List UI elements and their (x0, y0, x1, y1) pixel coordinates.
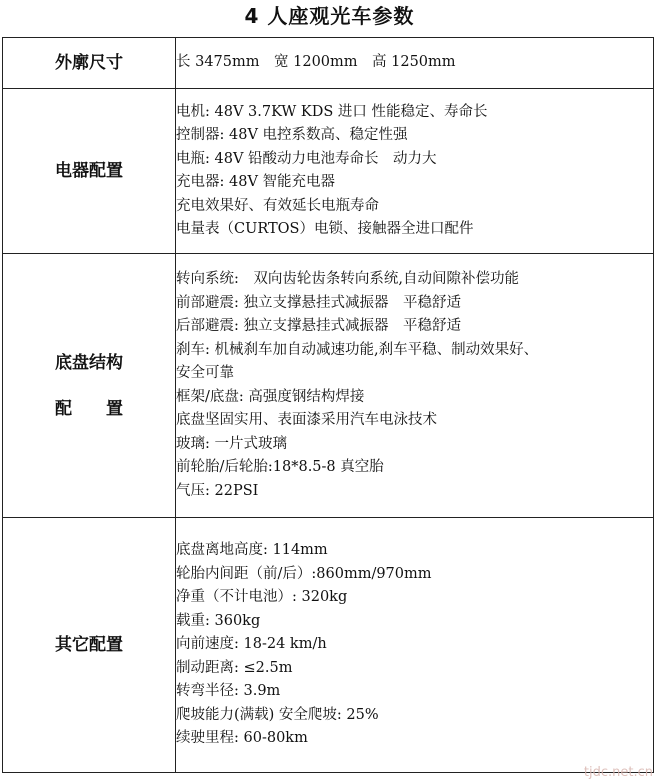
spec-line: 前轮胎/后轮胎:18*8.5-8 真空胎 (176, 459, 384, 475)
spec-line: 制动距离: ≤2.5m (176, 659, 293, 676)
spec-line: 轮胎内间距（前/后）:860mm/970mm (176, 565, 432, 582)
spec-table (2, 37, 654, 773)
row-label-other (3, 518, 176, 773)
row-label-text: 其它配置 (55, 635, 123, 655)
spec-line: 净重（不计电池）: 320kg (176, 589, 348, 606)
spec-line: 底盘离地高度: 114mm (176, 542, 328, 559)
spec-line: 电机: 48V 3.7KW KDS 进口 性能稳定、寿命长 (176, 103, 488, 120)
row-label-text: 底盘结构 (55, 352, 123, 373)
spec-line: 长 3475mm 宽 1200mm 高 1250mm (176, 54, 456, 71)
row-value-chassis (176, 254, 654, 518)
spec-line: 充电效果好、有效延长电瓶寿命 (176, 197, 379, 214)
spec-line: 气压: 22PSI (176, 482, 259, 499)
row-value-electrical (176, 89, 654, 254)
row-label-text: 配 置 (55, 398, 123, 419)
row-label-dimensions (3, 38, 176, 89)
spec-line: 底盘坚固实用、表面漆采用汽车电泳技术 (176, 412, 437, 428)
spec-line: 玻璃: 一片式玻璃 (176, 435, 287, 452)
spec-line: 刹车: 机械刹车加自动减速功能,刹车平稳、制动效果好、 (176, 341, 539, 358)
table-row-dimensions (3, 38, 654, 89)
row-value-other (176, 518, 654, 773)
spec-line: 控制器: 48V 电控系数高、稳定性强 (176, 127, 408, 143)
row-label-text: 电器配置 (55, 161, 123, 181)
spec-line: 爬坡能力(满载) 安全爬坡: 25% (176, 706, 379, 723)
spec-line: 安全可靠 (176, 365, 234, 381)
spec-line: 转向系统: 双向齿轮齿条转向系统,自动间隙补偿功能 (176, 271, 519, 287)
spec-line: 电量表（CURTOS）电锁、接触器全进口配件 (176, 221, 474, 237)
spec-line: 转弯半径: 3.9m (176, 683, 281, 700)
page-title: 4 人座观光车参数 (244, 4, 415, 28)
spec-line: 载重: 360kg (176, 612, 261, 629)
table-row-electrical (3, 89, 654, 254)
row-value-dimensions (176, 38, 654, 89)
table-row-other (3, 518, 654, 773)
spec-line: 框架/底盘: 高强度钢结构焊接 (176, 388, 365, 405)
spec-line: 后部避震: 独立支撑悬挂式减振器 平稳舒适 (176, 318, 461, 334)
row-label-text: 外廓尺寸 (55, 53, 123, 73)
row-label-chassis (3, 254, 176, 518)
row-label-electrical (3, 89, 176, 254)
spec-line: 续驶里程: 60-80km (176, 730, 308, 747)
spec-line: 前部避震: 独立支撑悬挂式减振器 平稳舒适 (176, 294, 461, 311)
table-row-chassis (3, 254, 654, 518)
spec-line: 电瓶: 48V 铅酸动力电池寿命长 动力大 (176, 150, 437, 167)
watermark: tjdc.net.cn (583, 765, 653, 780)
spec-line: 充电器: 48V 智能充电器 (176, 174, 336, 190)
spec-line: 向前速度: 18-24 km/h (176, 636, 327, 653)
